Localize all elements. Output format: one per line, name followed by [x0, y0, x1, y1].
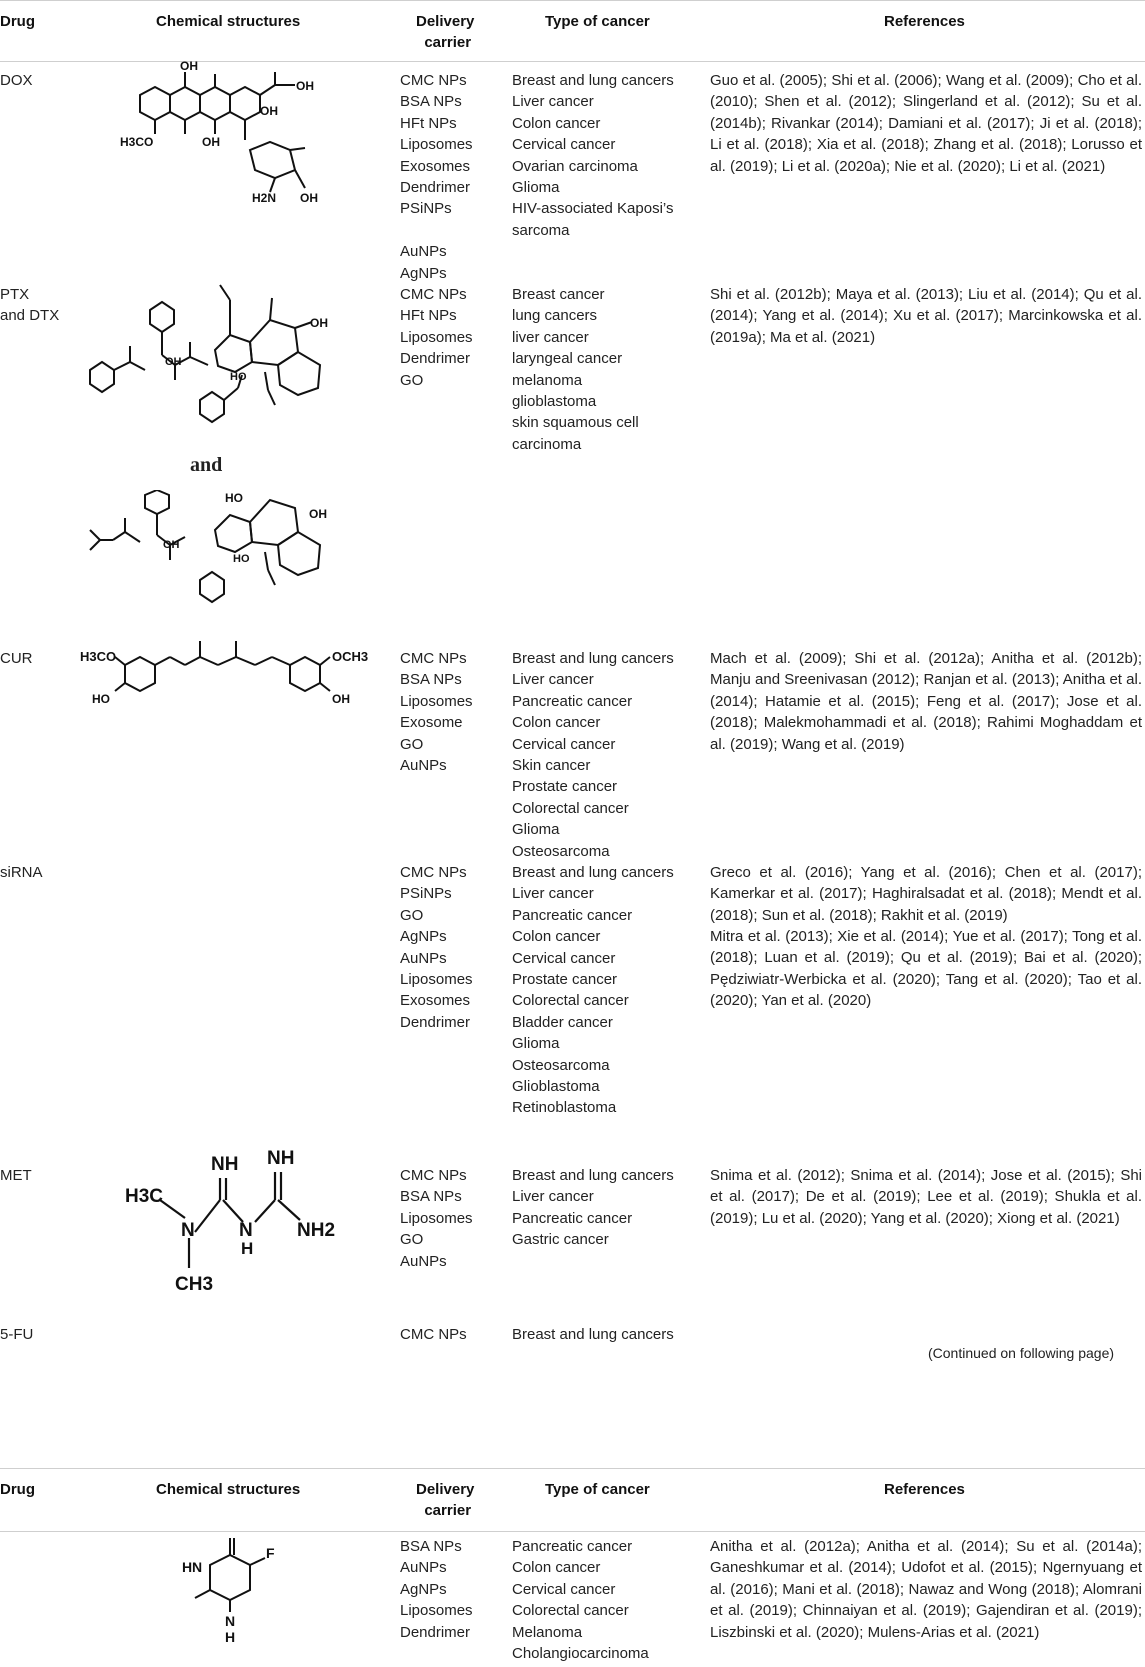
carrier-item: GO — [400, 1231, 424, 1249]
carrier-item: Liposomes — [400, 136, 473, 154]
met-n-1: N — [181, 1220, 195, 1241]
carrier-item: AuNPs — [400, 243, 447, 261]
fu-n-2: N — [225, 1613, 236, 1629]
cur-och3: OCH3 — [332, 649, 369, 664]
fu-carriers — [400, 1324, 467, 1345]
cancer-item: Breast and lung cancers — [512, 72, 674, 89]
cancer-item: Liver cancer — [512, 671, 594, 689]
carrier-item: Dendrimer — [400, 350, 471, 368]
cancer-item: Liver cancer — [512, 885, 594, 903]
cancer-item: Osteosarcoma — [512, 842, 610, 860]
cancer-item: Breast and lung cancers — [512, 1167, 674, 1184]
met-carriers — [400, 1165, 473, 1272]
fu-h-2: H — [225, 1629, 236, 1645]
drug-sirna: siRNA — [0, 864, 43, 881]
carrier-item: Exosomes — [400, 992, 471, 1010]
met-cancers — [512, 1165, 674, 1251]
cur-oh: OH — [332, 692, 350, 706]
header-references: References — [884, 1481, 965, 1498]
cancer-item: liver cancer — [512, 328, 589, 346]
header-carrier-line1: Delivery — [416, 1481, 475, 1498]
sirna-cancers — [512, 862, 674, 1119]
cancer-item: Bladder cancer — [512, 1013, 613, 1031]
dox-references: Guo et al. (2005); Shi et al. (2006); Wang et al. (2009); Cho et al. (2010); Shen et al. (2012); Slingerland et al. (2012); Su et al. (2014b); Rivankar (2014); Damiani et al. (2017); Ji et al. (2018); Li et al. (2018); Xia et al. (2018); Zhang et al. (2018); Lorusso et al. (2019); Li et al. (2020a); Nie et al. (2020); Li et al. (2021) — [710, 72, 1142, 175]
and-label: and — [190, 454, 223, 476]
met-references: Snima et al. (2012); Snima et al. (2014); Jose et al. (2015); Shi et al. (2017); De et al. (2019); Lee et al. (2019); Shukla et al. (2019); Lu et al. (2020); Yang et al. (2020); Xiong et al. (2021) — [710, 1167, 1142, 1227]
cancer-item: Glioma — [512, 179, 560, 197]
cancer-item: Pancreatic cancer — [512, 692, 633, 710]
carrier-item: AgNPs — [400, 928, 447, 946]
cur-carriers — [400, 648, 473, 776]
drug-dox: DOX — [0, 72, 33, 89]
header-carrier-line2: carrier — [424, 34, 472, 51]
cancer-item: melanoma — [512, 371, 583, 389]
fu-structure — [170, 1530, 310, 1660]
fu-cont-references: Anitha et al. (2012a); Anitha et al. (2014); Su et al. (2014a); Ganeshkumar et al. (2014); Udofot et al. (2015); Ngernyuang et al. (2016); Mani et al. (2018); Nawaz and Wong (2018); Alomrani et al. (2019); Chinnaiyan et al. (2019); Gajendiran et al. (2019); Liszbinski et al. (2020); Mulens-Arias et al. (2021) — [710, 1538, 1142, 1641]
cancer-item: Osteosarcoma — [512, 1056, 610, 1074]
drug-dtx: and DTX — [0, 307, 60, 325]
carrier-item-blank — [400, 220, 473, 241]
met-ch3: CH3 — [175, 1274, 214, 1295]
dtx-oh-2: OH — [163, 539, 180, 551]
drug-ptx: PTX — [0, 286, 30, 303]
cur-structure — [80, 635, 400, 725]
cur-h3co: H3CO — [80, 649, 117, 664]
carrier-item: BSA NPs — [400, 671, 462, 689]
carrier-item: Liposomes — [400, 328, 473, 346]
carrier-item: AuNPs — [400, 949, 447, 967]
carrier-item: AgNPs — [400, 1580, 447, 1598]
met-h: H — [241, 1239, 254, 1258]
fu-cont-carriers — [400, 1536, 473, 1643]
cur-references: Mach et al. (2009); Shi et al. (2012a); Anitha et al. (2012b); Manju and Sreenivasan (2012); Ranjan et al. (2013); Anitha et al. (2014); Hatamie et al. (2015); Feng et al. (2017); Jose et al. (2018); Malekmohammadi et al. (2018); Rahimi Moghaddam et al. (2019); Wang et al. (2019) — [710, 650, 1142, 753]
cancer-item: HIV-associated Kaposi’s — [512, 200, 674, 218]
cancer-item: Pancreatic cancer — [512, 1538, 633, 1555]
fu-cancers — [512, 1324, 674, 1345]
dox-oh-5: OH — [300, 191, 318, 205]
header-structure: Chemical structures — [156, 13, 301, 30]
carrier-item: CMC NPs — [400, 650, 467, 667]
carrier-item: AgNPs — [400, 264, 447, 282]
dox-oh-3: OH — [260, 104, 278, 118]
cancer-item: Liver cancer — [512, 93, 594, 111]
dtx-oh-1: OH — [309, 507, 327, 521]
cancer-item: Gastric cancer — [512, 1231, 609, 1249]
carrier-item: Dendrimer — [400, 1013, 471, 1031]
dox-h3co: H3CO — [120, 135, 154, 149]
dox-structure — [120, 60, 360, 220]
cancer-item: Glioblastoma — [512, 1078, 600, 1096]
sirna-carriers — [400, 862, 473, 1033]
cancer-item: Cervical cancer — [512, 735, 616, 753]
ptx-ho: HO — [230, 371, 247, 383]
cancer-item: Prostate cancer — [512, 971, 618, 989]
carrier-item: PSiNPs — [400, 200, 452, 218]
cancer-item: Retinoblastoma — [512, 1099, 617, 1117]
cancer-item: Colon cancer — [512, 114, 601, 132]
fu-n-1: N — [192, 1559, 203, 1575]
ptx-carriers — [400, 284, 473, 391]
cancer-item: laryngeal cancer — [512, 350, 623, 368]
carrier-item: CMC NPs — [400, 864, 467, 881]
met-h3c: H3C — [125, 1186, 164, 1207]
cancer-item: Skin cancer — [512, 757, 591, 775]
carrier-item: CMC NPs — [400, 72, 467, 89]
dox-oh-4: OH — [202, 135, 220, 149]
sirna-references-1: Greco et al. (2016); Yang et al. (2016); Chen et al. (2017); Kamerkar et al. (2017); Haghiralsadat et al. (2018); Mendt et al. (2018); Sun et al. (2018); Rakhit et al. (2019) — [710, 864, 1142, 924]
dtx-structure — [85, 490, 365, 620]
carrier-item: AuNPs — [400, 1559, 447, 1577]
met-nh-2: NH — [267, 1150, 295, 1169]
fu-h-1: H — [182, 1559, 193, 1575]
cancer-item: skin squamous cell — [512, 414, 639, 432]
met-nh2: NH2 — [297, 1220, 336, 1241]
cancer-item: sarcoma — [512, 221, 570, 239]
carrier-item: AuNPs — [400, 1252, 447, 1270]
cancer-item: Colon cancer — [512, 928, 601, 946]
ptx-oh-2: OH — [165, 356, 182, 368]
carrier-item: Liposomes — [400, 1209, 473, 1227]
continued-note: (Continued on following page) — [928, 1345, 1115, 1361]
met-structure — [125, 1150, 355, 1300]
cancer-item: Prostate cancer — [512, 778, 618, 796]
sirna-references-2: Mitra et al. (2013); Xie et al. (2014); Yue et al. (2017); Tong et al. (2018); Luan et al. (2019); Qu et al. (2019); Bai et al. (2020); Pędziwiatr-Werbicka et al. (2020); Tang et al. (2020); Tao et al. (2020); Yan et al. (2020) — [710, 928, 1142, 1010]
cancer-item: Breast and lung cancers — [512, 1326, 674, 1343]
dox-cancers — [512, 70, 674, 241]
dtx-ho-2: HO — [233, 553, 250, 565]
carrier-item: BSA NPs — [400, 1538, 462, 1555]
carrier-item: PSiNPs — [400, 885, 452, 903]
carrier-item: Exosomes — [400, 157, 471, 175]
cancer-item: Colorectal cancer — [512, 1602, 629, 1620]
cancer-item: Pancreatic cancer — [512, 1209, 633, 1227]
carrier-item: HFt NPs — [400, 307, 457, 325]
cancer-item: carcinoma — [512, 435, 582, 453]
dox-carriers — [400, 70, 473, 284]
cancer-item: Breast and lung cancers — [512, 864, 674, 881]
cancer-item: lung cancers — [512, 307, 598, 325]
header-carrier-line2: carrier — [424, 1502, 472, 1519]
cancer-item: Cholangiocarcinoma — [512, 1645, 649, 1663]
cancer-item: Ovarian carcinoma — [512, 157, 638, 175]
carrier-item: CMC NPs — [400, 1326, 467, 1343]
ptx-cancers — [512, 284, 639, 455]
fu-cont-cancers — [512, 1536, 649, 1664]
dox-oh-2: OH — [296, 79, 314, 93]
cancer-item: Glioma — [512, 821, 560, 839]
met-n-2: N — [239, 1220, 253, 1241]
cancer-item: Colorectal cancer — [512, 992, 629, 1010]
carrier-item: Liposomes — [400, 1602, 473, 1620]
header-cancer: Type of cancer — [545, 13, 650, 30]
carrier-item: Liposomes — [400, 971, 473, 989]
header-drug: Drug — [0, 13, 35, 30]
carrier-item: Dendrimer — [400, 1623, 471, 1641]
carrier-item: BSA NPs — [400, 1188, 462, 1206]
cur-cancers — [512, 648, 674, 862]
header-cancer: Type of cancer — [545, 1481, 650, 1498]
cancer-item: Liver cancer — [512, 1188, 594, 1206]
cancer-item: Breast and lung cancers — [512, 650, 674, 667]
cancer-item: Colorectal cancer — [512, 799, 629, 817]
header-structure: Chemical structures — [156, 1481, 301, 1498]
fu-f: F — [266, 1545, 275, 1561]
drug-5fu: 5-FU — [0, 1326, 34, 1343]
header-carrier — [416, 1479, 474, 1521]
met-nh-1: NH — [211, 1154, 239, 1175]
cancer-item: Cervical cancer — [512, 1580, 616, 1598]
drug-cur: CUR — [0, 650, 33, 667]
carrier-item: BSA NPs — [400, 93, 462, 111]
header-carrier — [416, 11, 474, 53]
carrier-item: AuNPs — [400, 757, 447, 775]
drug-ptx-dtx — [0, 284, 59, 327]
cancer-item: Breast cancer — [512, 286, 605, 303]
dox-h2n: H2N — [252, 191, 277, 205]
cancer-item: glioblastoma — [512, 393, 597, 411]
cancer-item: Pancreatic cancer — [512, 906, 633, 924]
drug-met: MET — [0, 1167, 32, 1184]
dox-oh-1: OH — [180, 60, 198, 73]
carrier-item: Dendrimer — [400, 179, 471, 197]
carrier-item: GO — [400, 371, 424, 389]
carrier-item: Exosome — [400, 714, 463, 732]
header-drug: Drug — [0, 1481, 35, 1498]
ptx-structure — [80, 280, 360, 460]
carrier-item: HFt NPs — [400, 114, 457, 132]
cur-ho: HO — [92, 692, 110, 706]
header-references: References — [884, 13, 965, 30]
cancer-item: Colon cancer — [512, 714, 601, 732]
cancer-item: Glioma — [512, 1035, 560, 1053]
carrier-item: Liposomes — [400, 692, 473, 710]
ptx-references: Shi et al. (2012b); Maya et al. (2013); Liu et al. (2014); Qu et al. (2014); Yang et al. (2014); Xu et al. (2017); Marcinkowska et al. (2019a); Ma et al. (2021) — [710, 286, 1142, 346]
ptx-oh-1: OH — [310, 316, 328, 330]
carrier-item: CMC NPs — [400, 1167, 467, 1184]
cancer-item: Melanoma — [512, 1623, 583, 1641]
carrier-item: GO — [400, 906, 424, 924]
cancer-item: Cervical cancer — [512, 949, 616, 967]
dtx-ho-1: HO — [225, 491, 243, 505]
header-carrier-line1: Delivery — [416, 13, 475, 30]
cancer-item: Cervical cancer — [512, 136, 616, 154]
carrier-item: CMC NPs — [400, 286, 467, 303]
cancer-item: Colon cancer — [512, 1559, 601, 1577]
table-header-continued — [0, 1468, 1145, 1532]
carrier-item: GO — [400, 735, 424, 753]
table-header — [0, 0, 1145, 62]
